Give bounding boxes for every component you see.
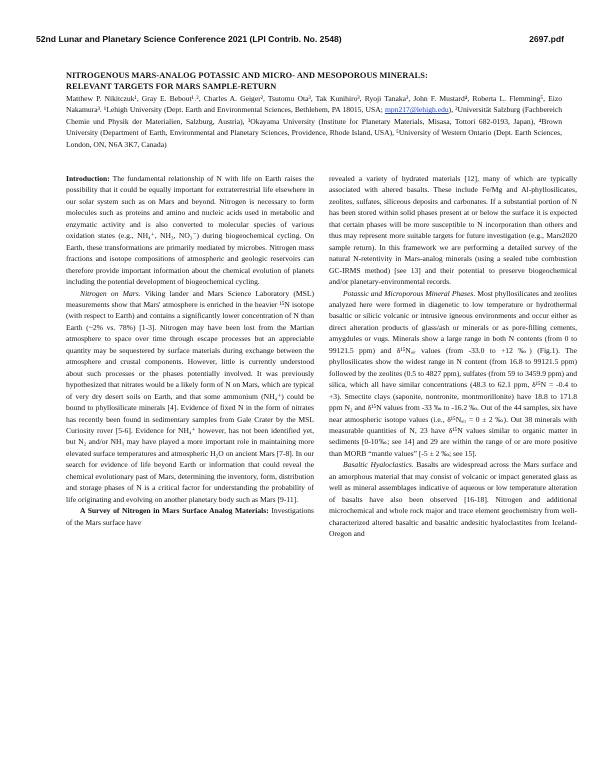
- author-email-link[interactable]: mpn217@lehigh.edu: [384, 105, 449, 115]
- mars-paragraph: [66, 288, 314, 506]
- intro-text: The fundamental relationship of N with life on Earth raises the possibility that it could be equally important for extraterrestrial life elsewhere in our solar system such as on Mars and beyond. Nitrogen is necessary to form molecules such as proteins and amino and nucleic acids used in metabolic and enzymatic activity and is also converted to molecular species of various oxidation states (e.g., NH₄⁺, NH₃, NO₃⁻) during biogeochemical cycling. On Earth, these transformations are primarily mediated by microbes. Nitrogen mass fractions and isotope compositions of atmospheric and geologic reservoirs can therefore provide important information about the chemical evolution of planets including the potential development of biogeochemical cycling.: [66, 174, 314, 287]
- intro-paragraph: [66, 173, 314, 288]
- affiliations-text: ), ²Universität Salzburg (Fachbereich Chemie und Physik der Materialien, Salzburg, Austria), ³Okayama University (Institute for Planetary Materials, Misasa, Tottori 682-0193, Japan), ⁴Brown University (Department of Earth, Environmental and Planetary Sciences, Providence, Rhode Island, USA), ⁵University of Western Ontario (Dept. Earth Sciences, London, ON, N6A 3K7, Canada): [66, 105, 562, 149]
- potassic-text: Most phyllosilicates and zeolites analyzed here were formed in diagenetic to low temperature or hydrothermal basaltic or silicic volcanic or intrusive igneous environments and occur either as direct alteration products of glass/ash or minerals or as pore-filling cements, amygdules or vugs. Minerals show a large range in both N contents (from 0 to 99121.5 ppm) and δ¹⁵Nₐᵢᵣ values (from -33.0 to +12 ‰) (Fig.1). The phyllosilicates show the widest range in N content (from 16.8 to 99121.5 ppm) followed by the zeolites (0.5 to 4827 ppm), sulfates (from 59 to 3459.9 ppm) and silica, which all have similar concentrations (48.3 to 62.1 ppm, δ¹⁵N = -0.4 to +3). Smectite clays (saponite, nontronite, montmorillonite) have 18.8 to 171.8 ppm N₂ and δ¹⁵N values from -33 ‰ to -16.2 ‰. Out of the 44 samples, six have near atmospheric isotope values (i.e., δ¹⁵Nₐᵢᵣ = 0 ± 2 ‰). Out 38 minerals with measurable quantities of N, 23 have δ¹⁵N values similar to organic matter in sediments [0-10‰; see 14] and 29 are within the range of or are more positive than MORB “mantle values” [-5 ± 2 ‰; see 15].: [329, 288, 578, 458]
- page-id: 2697.pdf: [529, 34, 564, 44]
- basaltic-text: Basalts are widespread across the Mars surface and an amorphous material that may consist of volcanic or impact generated glass as well as mineral assemblages indicative of aqueous or low temperature alteration of basalts have also been observed [16-18]. Nitrogen and additional microchemical and whole rock major and trace element geochemistry from well-characterized altered basaltic and basaltic andesitic hyaloclastites from Iceland-Oregon and: [329, 460, 577, 539]
- paper-title: [66, 70, 560, 92]
- intro-heading: Introduction:: [66, 174, 110, 183]
- right-column: [329, 173, 577, 540]
- survey-continued-paragraph: [329, 173, 577, 288]
- potassic-heading: Potassic and Microporous Mineral Phases.: [343, 288, 476, 298]
- mars-heading: Nitrogen on Mars.: [80, 288, 141, 298]
- survey-continued-text: revealed a variety of hydrated materials [12], many of which are typically associated with altered basalts. These include Fe/Mg and Al-phyllosilicates, zeolites, sulfates, siliceous deposits and carbonates. If a substantial portion of N has been stored within solid phases present at or below the surface it is expected that certain phases will be more susceptible to N incorporation than others and thus may represent more suitable targets for future investigation (e.g., Mars2020 sample return). In this framework we are performing a detailed survey of the natural N-retentivity in Mars-analog minerals (using a sealed tube combustion GC-IRMS method) [see 13] and their potential to preserve biogeochemical and/or planetary-environmental records.: [329, 174, 577, 287]
- left-column: [66, 173, 314, 528]
- survey-paragraph: [66, 505, 314, 528]
- basaltic-heading: Basaltic Hyaloclastics.: [343, 460, 414, 470]
- author-affiliations: [66, 93, 562, 150]
- survey-heading: A Survey of Nitrogen in Mars Surface Analog Materials:: [80, 506, 269, 516]
- potassic-paragraph: [329, 288, 577, 460]
- title-line-2: RELEVANT TARGETS FOR MARS SAMPLE-RETURN: [66, 82, 277, 91]
- survey-text: Investigations of the Mars surface have: [66, 506, 314, 527]
- page-header: [36, 34, 564, 44]
- authors-text: Matthew P. Nikitczuk¹, Gray E. Bebout¹˒², Charles A. Geiger², Tsutomu Ota³, Tak Kunihiro³, Ryoji Tanaka³, John F. Mustard⁴, Roberta L. Flemming⁵, Eizo Nakamura³. ¹Lehigh University (Dept. Earth and Environmental Sciences, Bethlehem, PA 18015, USA;: [66, 94, 562, 115]
- title-line-1: NITROGENOUS MARS-ANALOG POTASSIC AND MICRO- AND MESOPOROUS MINERALS:: [66, 71, 428, 80]
- basaltic-paragraph: [329, 459, 577, 539]
- mars-text: Viking lander and Mars Science Laboratory (MSL) measurements show that Mars' atmosphere is enriched in the heavier ¹⁵N isotope (with respect to Earth) and contains a significantly lower concentration of N than Earth (~2% vs. 78%) [1-3]. Nitrogen may have been lost from the Martian atmosphere to space over time through escape processes but an appreciable quantity may be sequestered by surface materials during exchange between the atmosphere and crustal components. However, little is currently understood about such processes or the phases potentially involved. It was previously hypothesized that nitrates would be a likely form of N on Mars, which are typical of very dry desert soils on Earth, and that some ammonium (NH₄⁺) could be bound to phyllosilicate minerals [4]. Evidence of fixed N in the form of nitrates has recently been found in sedimentary samples from Gale Crater by the MSL Curiosity rover [5-6]. Evidence for NH₄⁺ however, has not been identified yet, but N₂ and/or NH₃ may have played a more important role in maintaining more elevated surface temperatures and atmospheric H₂O on ancient Mars [7-8]. In our search for evidence of life beyond Earth or information that could reveal the chemical evolutionary past of Mars, determining the inventory, form, distribution and storage phases of N is a critical factor for understanding the probability of life originating and evolving on another planetary body such as Mars [9-11].: [66, 288, 314, 504]
- conference-name: 52nd Lunar and Planetary Science Conference 2021 (LPI Contrib. No. 2548): [36, 34, 342, 44]
